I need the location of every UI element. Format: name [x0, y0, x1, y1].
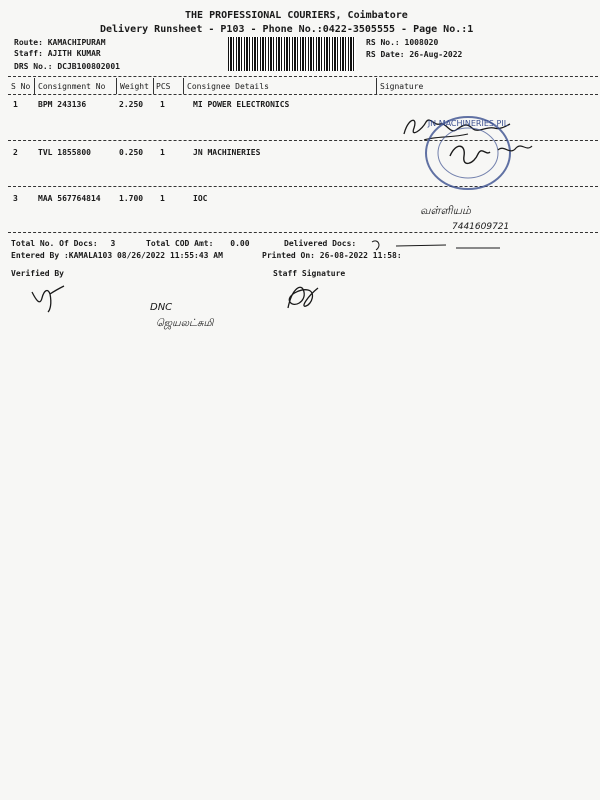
- verified-by-label: Verified By: [11, 269, 64, 278]
- col-header-pcs: PCS: [156, 82, 171, 91]
- col-sep: [34, 78, 35, 94]
- rs-no-value: 1008020: [404, 38, 439, 47]
- col-sep: [183, 78, 184, 94]
- col-sep: [153, 78, 154, 94]
- row3-weight: 1.700: [119, 194, 144, 203]
- verified-note: DNC: [150, 302, 173, 313]
- col-sep: [116, 78, 117, 94]
- col-header-signature: Signature: [380, 82, 424, 91]
- total-docs-value: 3: [110, 239, 116, 248]
- col-header-consignment: Consignment No: [38, 82, 106, 91]
- col-header-consignee: Consignee Details: [187, 82, 269, 91]
- col-header-sno: S No: [11, 82, 31, 91]
- col-header-weight: Weight: [120, 82, 149, 91]
- row2-sno: 2: [13, 148, 18, 157]
- verified-note-sub: ஜெயலட்சுமி: [156, 318, 214, 329]
- row1-weight: 2.250: [119, 100, 144, 109]
- total-cod-label: Total COD Amt:: [146, 239, 214, 248]
- rs-date-value: 26-Aug-2022: [409, 50, 463, 59]
- route-row: [14, 38, 106, 47]
- row1-pcs: 1: [160, 100, 165, 109]
- row2-consignment: TVL 1855800: [38, 148, 91, 157]
- row2-pcs: 1: [160, 148, 165, 157]
- row3-rule: [8, 232, 598, 233]
- row3-handwritten-name: வள்ளியம்: [420, 204, 471, 217]
- staff-signature-label: Staff Signature: [273, 269, 346, 278]
- header-bottom-rule: [8, 94, 598, 95]
- row3-consignee: IOC: [193, 194, 208, 203]
- table-top-rule: [8, 76, 598, 77]
- row1-sno: 1: [13, 100, 18, 109]
- rs-date-row: [366, 50, 462, 59]
- barcode: [228, 37, 356, 71]
- runsheet-title: Delivery Runsheet - P103 - Phone No.:0422-3505555 - Page No.:1: [100, 24, 474, 35]
- staff-value: AJITH KUMAR: [47, 49, 101, 58]
- row3-consignment: MAA 567764814: [38, 194, 101, 203]
- row1-consignee: MI POWER ELECTRONICS: [193, 100, 290, 109]
- drs-label: DRS No.:: [14, 62, 53, 71]
- company-name: THE PROFESSIONAL COURIERS, Coimbatore: [185, 10, 408, 21]
- rs-date-label: RS Date:: [366, 50, 405, 59]
- row2-consignee: JN MACHINERIES: [193, 148, 261, 157]
- total-cod-row: [146, 239, 250, 248]
- rs-no-label: RS No.:: [366, 38, 400, 47]
- route-value: KAMACHIPURAM: [47, 38, 106, 47]
- total-docs-label: Total No. Of Docs:: [11, 239, 98, 248]
- drs-row: [14, 62, 120, 71]
- row2-signature-tail: [496, 138, 536, 162]
- rs-no-row: [366, 38, 438, 47]
- route-label: Route:: [14, 38, 43, 47]
- staff-label: Staff:: [14, 49, 43, 58]
- staff-signature: [278, 278, 328, 318]
- row3-handwritten-phone: 7441609721: [452, 222, 510, 232]
- row3-sno: 3: [13, 194, 18, 203]
- verified-signature: [28, 284, 68, 314]
- row1-consignment: BPM 243136: [38, 100, 87, 109]
- staff-row: [14, 49, 101, 58]
- entered-by: Entered By :KAMALA103 08/26/2022 11:55:43 AM: [11, 251, 223, 260]
- col-sep: [376, 78, 377, 94]
- printed-on: Printed On: 26-08-2022 11:58:: [262, 251, 402, 260]
- stamp-text: JN MACHINERIES PIL: [427, 119, 509, 128]
- delivered-docs-label: Delivered Docs:: [284, 239, 357, 248]
- total-docs-row: [11, 239, 115, 248]
- row3-pcs: 1: [160, 194, 165, 203]
- total-cod-value: 0.00: [230, 239, 250, 248]
- drs-value: DCJB100802001: [57, 62, 120, 71]
- row2-weight: 0.250: [119, 148, 144, 157]
